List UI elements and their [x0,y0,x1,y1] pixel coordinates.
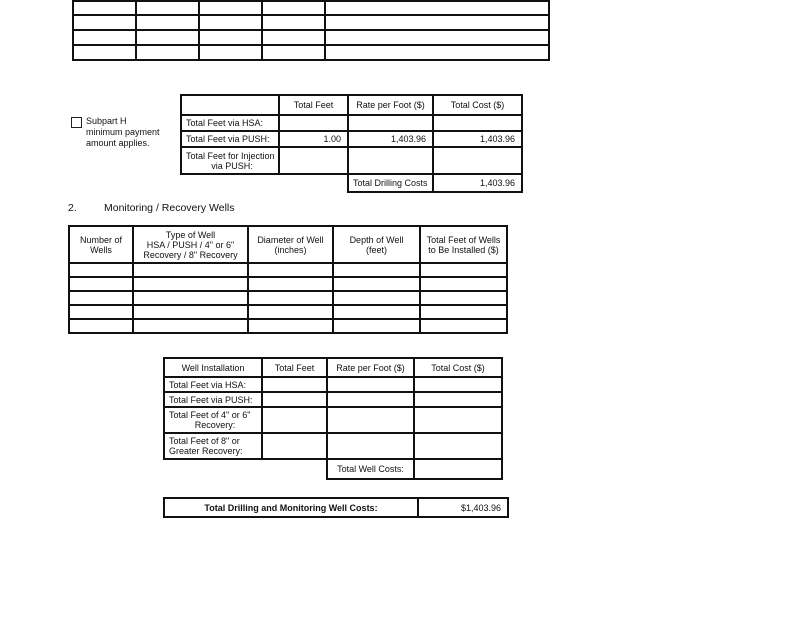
row-label-line: via PUSH: [211,160,253,171]
top-cell[interactable] [262,1,325,15]
feet-cell[interactable] [262,392,327,407]
grand-total-value[interactable]: $1,403.96 [418,498,508,517]
monitoring-wells-table [68,225,508,334]
header-line: Diameter of Well [257,234,324,245]
cost-cell[interactable] [414,407,502,433]
header-rate-per-foot: Rate per Foot ($) [327,358,414,377]
top-cell[interactable] [262,30,325,45]
total-well-costs-value[interactable] [414,459,502,479]
subpart-h-label [86,116,160,149]
top-cell[interactable] [262,15,325,30]
feet-cell[interactable] [279,147,348,174]
feet-cell[interactable] [262,407,327,433]
wells-cell[interactable] [420,263,507,277]
header-total-feet: Total Feet [262,358,327,377]
wells-cell[interactable] [133,305,248,319]
header-line: to Be Installed ($) [428,244,499,255]
wells-cell[interactable] [333,263,420,277]
header-total-cost: Total Cost ($) [414,358,502,377]
header-line: Wells [90,244,112,255]
rate-cell[interactable] [348,115,433,131]
row-label [181,147,279,174]
header-number-of-wells [69,226,133,263]
header-line: Number of [79,234,123,245]
header-total-feet-wells [420,226,507,263]
row-label: Total Feet via HSA: [164,377,262,392]
top-cell[interactable] [73,1,136,15]
spacer [279,174,348,192]
subpart-h-line: minimum payment [86,127,160,137]
header-type-of-well [133,226,248,263]
row-label: Total Feet via HSA: [181,115,279,131]
wells-cell[interactable] [333,319,420,333]
top-table [72,0,550,61]
rate-cell[interactable] [327,433,414,459]
rate-cell[interactable] [327,407,414,433]
header-rate-per-foot: Rate per Foot ($) [348,95,433,115]
cost-cell[interactable] [433,115,522,131]
row-label-line: Total Feet of 8" or [169,436,240,446]
top-cell[interactable] [199,30,262,45]
wells-cell[interactable] [69,263,133,277]
top-cell[interactable] [325,30,549,45]
wells-cell[interactable] [420,319,507,333]
grand-total-table [163,497,509,518]
wells-cell[interactable] [420,291,507,305]
top-cell[interactable] [262,45,325,60]
spacer [262,459,327,479]
wells-cell[interactable] [69,305,133,319]
feet-cell[interactable] [262,433,327,459]
wells-cell[interactable] [420,277,507,291]
rate-cell[interactable] [327,377,414,392]
row-label: Total Feet via PUSH: [181,131,279,147]
cost-cell[interactable]: 1,403.96 [433,131,522,147]
wells-cell[interactable] [69,291,133,305]
wells-cell[interactable] [133,277,248,291]
cost-cell[interactable] [414,433,502,459]
header-line: (inches) [274,244,307,255]
rate-cell[interactable]: 1,403.96 [348,131,433,147]
wells-cell[interactable] [333,305,420,319]
empty-header-cell [181,95,279,115]
wells-cell[interactable] [248,277,333,291]
total-well-costs-label: Total Well Costs: [327,459,414,479]
wells-cell[interactable] [133,319,248,333]
top-cell[interactable] [325,15,549,30]
wells-cell[interactable] [333,277,420,291]
feet-cell[interactable]: 1.00 [279,131,348,147]
header-diameter [248,226,333,263]
wells-cell[interactable] [248,291,333,305]
top-cell[interactable] [73,45,136,60]
top-cell[interactable] [199,45,262,60]
feet-cell[interactable] [279,115,348,131]
feet-cell[interactable] [262,377,327,392]
row-label-line: Total Feet for Injection [186,150,275,161]
header-depth [333,226,420,263]
drilling-cost-table [180,94,523,193]
subpart-h-line: Subpart H [86,116,127,126]
wells-cell[interactable] [69,277,133,291]
wells-cell[interactable] [248,263,333,277]
wells-cell[interactable] [333,291,420,305]
header-line: Depth of Well [349,234,404,245]
top-cell[interactable] [136,45,199,60]
top-cell[interactable] [136,1,199,15]
row-label: Total Feet via PUSH: [164,392,262,407]
total-drilling-label: Total Drilling Costs [348,174,433,192]
row-label-line: Greater Recovery: [169,446,243,456]
header-line: (feet) [365,244,387,255]
section-number: 2. [68,202,77,214]
grand-total-label: Total Drilling and Monitoring Well Costs: [164,498,418,517]
top-cell[interactable] [73,15,136,30]
wells-cell[interactable] [248,319,333,333]
header-line: Type of Well [165,229,216,240]
row-label-line: Recovery: [194,420,236,430]
subpart-h-line: amount applies. [86,138,150,148]
header-total-cost: Total Cost ($) [433,95,522,115]
header-line: Recovery / 8" Recovery [143,249,238,260]
rate-cell[interactable] [348,147,433,174]
top-cell[interactable] [73,30,136,45]
top-cell[interactable] [199,15,262,30]
header-line: Total Feet of Wells [426,234,501,245]
top-cell[interactable] [136,15,199,30]
top-cell[interactable] [136,30,199,45]
spacer [181,174,279,192]
well-installation-table [163,357,503,480]
row-label [164,407,262,433]
header-well-installation: Well Installation [164,358,262,377]
wells-cell[interactable] [133,291,248,305]
spacer [164,459,262,479]
wells-cell[interactable] [133,263,248,277]
wells-cell[interactable] [248,305,333,319]
rate-cell[interactable] [327,392,414,407]
row-label [164,433,262,459]
cost-cell[interactable] [414,392,502,407]
header-total-feet: Total Feet [279,95,348,115]
top-cell[interactable] [325,1,549,15]
section-title: Monitoring / Recovery Wells [104,202,235,214]
wells-cell[interactable] [420,305,507,319]
total-drilling-value[interactable]: 1,403.96 [433,174,522,192]
top-cell[interactable] [325,45,549,60]
row-label-line: Total Feet of 4" or 6" [169,410,251,420]
header-line: HSA / PUSH / 4" or 6" [146,239,235,250]
top-cell[interactable] [199,1,262,15]
cost-cell[interactable] [414,377,502,392]
subpart-h-checkbox[interactable] [71,117,82,128]
cost-cell[interactable] [433,147,522,174]
wells-cell[interactable] [69,319,133,333]
